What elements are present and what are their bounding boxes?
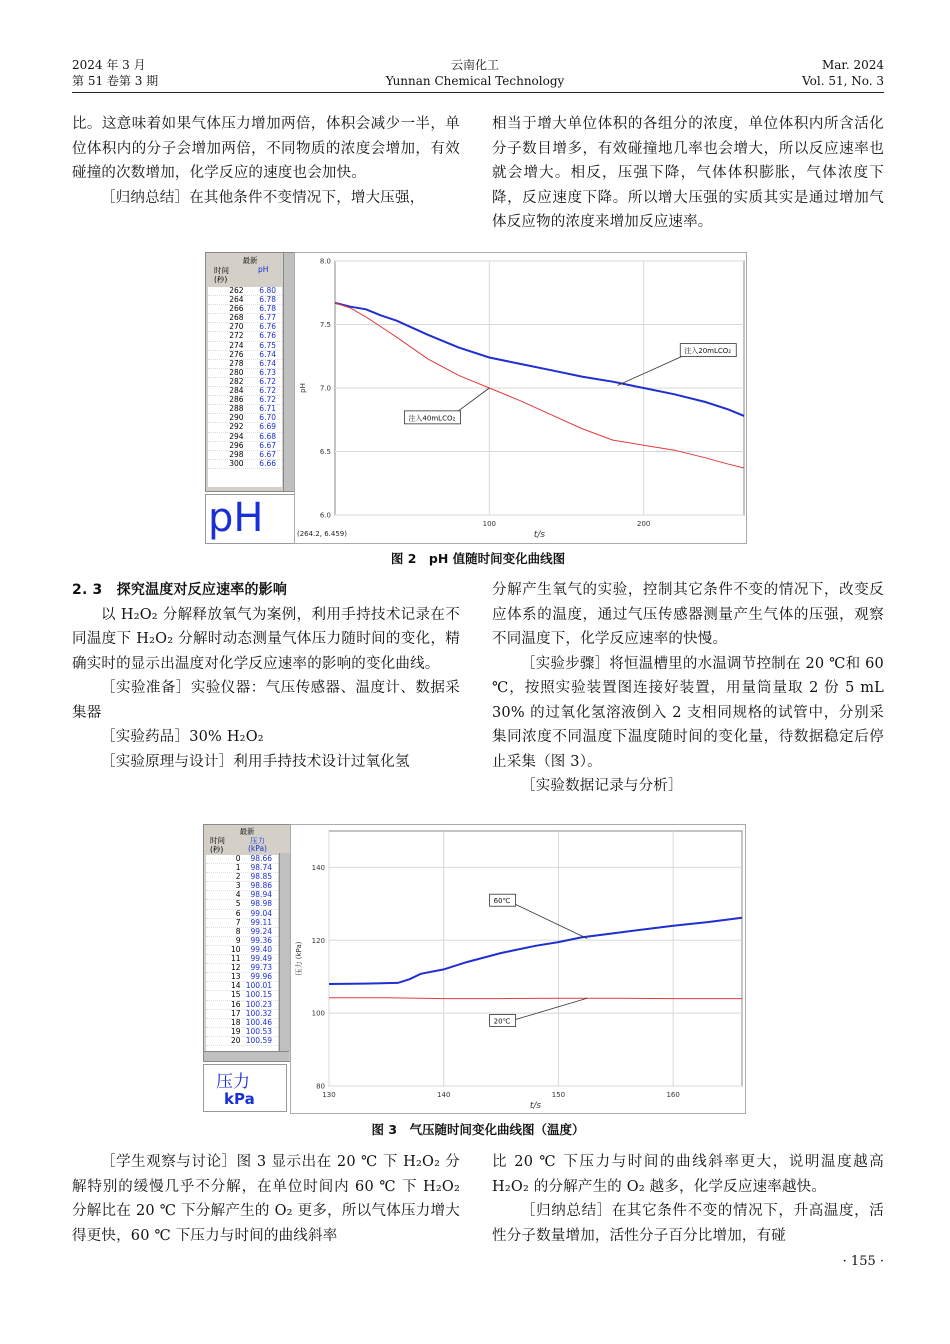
table-cell-time: 286: [229, 395, 244, 405]
table-cell-value: 6.70: [259, 413, 276, 423]
table-title: 最新: [239, 827, 255, 836]
table-header: [206, 253, 294, 287]
table-cell-time: 18: [231, 1017, 241, 1027]
header-rule: [72, 92, 884, 93]
table-cell-time: 5: [235, 899, 241, 909]
x-tick-label: 100: [482, 520, 497, 528]
table-title: 最新: [242, 256, 258, 265]
table-cell-time: 284: [229, 386, 244, 396]
table-cell-time: 294: [229, 431, 244, 441]
big-pressure-label: 压力: [216, 1072, 250, 1092]
fig2-data-table: [205, 252, 295, 492]
column-header-time: 时间: [210, 836, 225, 845]
table-row: [208, 460, 282, 469]
header-date-cn: 2024 年 3 月: [72, 58, 146, 72]
y-axis-label: 压力 (kPa): [295, 941, 303, 976]
table-cell-value: 100.46: [245, 1017, 272, 1027]
page-number: · 155 ·: [842, 1254, 884, 1269]
table-cell-time: 276: [229, 349, 244, 359]
plot-area: [329, 831, 742, 1086]
top-right-column: [492, 112, 884, 235]
table-cell-time: 6: [235, 908, 241, 918]
table-cell-time: 280: [229, 367, 244, 377]
paragraph: ［学生观察与讨论］图 3 显示出在 20 ℃ 下 H₂O₂ 分解特别的缓慢几乎不分解，在单位时间内 60 ℃ 下 H₂O₂ 分解比在 20 ℃ 下分解产生的 O₂ 更多，所以气体压力增大得更快，60 ℃ 下压力与时间的曲线斜率: [72, 1154, 460, 1244]
table-cell-value: 99.11: [250, 917, 272, 927]
table-cell-value: 100.53: [245, 1026, 272, 1036]
paragraph: 分解产生氧气的实验，控制其它条件不变的情况下，改变反应体系的温度，通过气压传感器测量产生气体的压强，观察不同温度下，化学反应速率的快慢。: [492, 582, 884, 647]
y-tick-label: 120: [311, 936, 325, 945]
header-date-en: Mar. 2024: [821, 58, 884, 72]
fig3-big-label-box: [203, 1064, 287, 1112]
table-cell-value: 99.40: [250, 944, 272, 954]
table-cell-value: 6.78: [259, 295, 276, 305]
paragraph: 相当于增大单位体积的各组分的浓度，单位体积内所含活化分子数目增多，有效碰撞地几率也会增大，所以反应速率也就会增大。相反，压强下降，气体体积膨胀，气体浓度下降，反应速度下降。所以增大压强的实质其实是通过增加气体反应物的浓度来增加反应速率。: [492, 116, 884, 230]
table-cell-time: 20: [231, 1035, 241, 1045]
fig2-caption: 图 2 pH 值随时间变化曲线图: [390, 551, 566, 566]
paragraph: 比。这意味着如果气体压力增加两倍，体积会减少一半，单位体积内的分子会增加两倍，不同物质的浓度会增加，有效碰撞的次数增加，化学反应的速度也会加快。: [72, 116, 460, 181]
x-axis-label: t/s: [533, 530, 546, 540]
paragraph: 以 H₂O₂ 分解释放氧气为案例，利用手持技术记录在不同温度下 H₂O₂ 分解时动态测量气体压力随时间的变化，精确实时的显示出温度对化学反应速率的影响的变化曲线。: [72, 606, 460, 672]
table-cell-time: 262: [229, 286, 244, 295]
fig3-chart: [290, 824, 746, 1114]
fig3-chart-svg: [291, 825, 745, 1113]
table-cell-value: 6.74: [259, 349, 276, 359]
table-hscrollbar[interactable]: [204, 1051, 289, 1061]
bottom-right-column: [492, 1150, 884, 1248]
table-scrollbar[interactable]: [283, 253, 294, 491]
table-cell-time: 1: [235, 863, 241, 873]
column-header-pressure: 压力: [250, 836, 265, 845]
y-tick-label: 7.5: [319, 321, 331, 329]
y-tick-label: 100: [311, 1009, 325, 1018]
table-cell-time: 13: [231, 972, 241, 982]
table-cell-value: 99.49: [250, 954, 272, 964]
fig2-chart-svg: [295, 253, 746, 543]
y-tick-label: 80: [316, 1082, 325, 1091]
x-tick-label: 160: [666, 1091, 680, 1099]
table-cell-time: 19: [231, 1026, 241, 1036]
table-cell-time: 7: [235, 917, 241, 927]
header-volume-en: Vol. 51, No. 3: [802, 74, 884, 88]
y-tick-label: 140: [311, 863, 325, 872]
top-left-column: [72, 112, 460, 210]
table-cell-value: 100.59: [245, 1035, 272, 1045]
table-cell-value: 6.67: [259, 440, 276, 450]
sec23-right-column: [492, 578, 884, 799]
table-cell-value: 99.96: [250, 972, 272, 982]
table-cell-value: 100.23: [245, 999, 272, 1009]
table-cell-value: 6.67: [259, 449, 276, 459]
table-cell-value: 6.66: [259, 458, 276, 468]
table-body: [208, 287, 282, 487]
header-journal-cn: 云南化工: [450, 58, 499, 72]
table-cell-value: 100.32: [245, 1008, 272, 1018]
column-header-time-unit: (秒): [210, 845, 224, 854]
x-tick-label: 130: [322, 1091, 336, 1099]
table-cell-value: 99.04: [250, 908, 272, 918]
cursor-readout: (264.2, 6.459): [297, 530, 347, 538]
table-cell-time: 10: [231, 944, 241, 954]
table-cell-time: 298: [229, 449, 244, 459]
table-cell-value: 6.69: [259, 422, 276, 432]
x-tick-label: 200: [636, 520, 651, 528]
column-header-pressure-unit: (kPa): [248, 844, 267, 853]
annotation-label-40ml: 注入40mLCO₂: [408, 414, 456, 423]
table-cell-time: 2: [235, 872, 241, 882]
table-cell-value: 99.36: [250, 935, 272, 945]
header-volume-cn: 第 51 卷第 3 期: [72, 74, 159, 88]
table-cell-time: 8: [235, 926, 241, 936]
table-body: [206, 855, 278, 1051]
table-cell-value: 6.71: [259, 404, 276, 414]
fig2-big-label-box: [205, 494, 295, 544]
table-cell-value: 6.76: [259, 322, 276, 332]
table-cell-value: 6.73: [259, 367, 276, 377]
table-cell-value: 6.72: [259, 386, 276, 396]
table-cell-time: 14: [231, 981, 241, 991]
table-cell-value: 99.73: [250, 963, 272, 973]
paragraph: ［实验步骤］将恒温槽里的水温调节控制在 20 ℃和 60 ℃，按照实验装置图连接好装置，用量筒量取 2 份 5 mL 30% 的过氧化氢溶液倒入 2 支相同规格的试管中，分别采集同浓度不同温度下温度随时间的变化量，待数据稳定后停止采集（图 3）。: [492, 655, 884, 770]
y-tick-label: 6.0: [319, 511, 331, 520]
journal-date: [72, 57, 272, 89]
table-cell-time: 292: [229, 422, 244, 432]
table-cell-value: 6.74: [259, 358, 276, 368]
paragraph: ［实验原理与设计］利用手持技术设计过氧化氢: [101, 753, 410, 770]
annotation-label-60c: 60℃: [493, 897, 511, 906]
big-kpa-label: kPa: [224, 1090, 255, 1108]
header-journal-en: Yunnan Chemical Technology: [385, 74, 565, 88]
x-tick-label: 140: [437, 1091, 451, 1099]
table-cell-time: 270: [229, 322, 244, 332]
table-cell-time: 274: [229, 340, 244, 350]
table-cell-value: 98.85: [250, 872, 272, 882]
table-cell-value: 98.98: [250, 899, 272, 909]
table-cell-value: 98.94: [250, 890, 272, 900]
column-header-time: 时间: [214, 266, 229, 275]
x-axis-label: t/s: [529, 1101, 542, 1111]
sec23-left-column: [72, 578, 460, 774]
table-cell-time: 288: [229, 404, 244, 414]
table-cell-time: 16: [231, 999, 241, 1009]
x-tick-label: 150: [551, 1091, 566, 1099]
annotation-label-20c: 20℃: [493, 1017, 511, 1026]
bottom-left-column: [72, 1150, 460, 1248]
table-header: [204, 825, 290, 855]
paragraph: 比 20 ℃ 下压力与时间的曲线斜率更大，说明温度越高 H₂O₂ 的分解产生的 O₂ 越多，化学反应速率越快。: [492, 1154, 884, 1195]
table-cell-time: 264: [229, 295, 244, 305]
table-cell-time: 300: [229, 458, 244, 468]
table-cell-value: 6.75: [259, 340, 276, 350]
table-cell-time: 272: [229, 331, 244, 341]
annotation-label-20ml: 注入20mLCO₂: [684, 347, 732, 356]
table-cell-value: 100.01: [245, 981, 272, 991]
table-cell-time: 15: [231, 990, 241, 1000]
table-cell-time: 11: [231, 954, 241, 964]
table-cell-time: 4: [235, 890, 241, 900]
table-cell-value: 6.72: [259, 376, 276, 386]
table-cell-time: 296: [229, 440, 244, 450]
fig3-caption: 图 3 气压随时间变化曲线图（温度）: [371, 1122, 585, 1137]
journal-issue: [680, 57, 884, 89]
column-header-time-unit: (秒): [214, 275, 228, 284]
paragraph: ［实验准备］实验仪器：气压传感器、温度计、数据采集器: [72, 680, 460, 721]
fig2-chart: [294, 252, 747, 544]
table-row: [206, 1037, 278, 1046]
table-scrollbar[interactable]: [279, 853, 290, 1051]
table-cell-value: 99.24: [250, 926, 272, 936]
table-cell-time: 290: [229, 413, 244, 423]
table-cell-time: 17: [231, 1008, 241, 1018]
fig3-data-table: [203, 824, 291, 1062]
table-cell-value: 98.86: [250, 881, 272, 891]
table-cell-value: 6.77: [259, 313, 276, 323]
table-cell-value: 6.68: [259, 431, 276, 441]
table-cell-value: 6.76: [259, 331, 276, 341]
section-heading: 2. 3 探究温度对反应速率的影响: [72, 582, 288, 598]
y-tick-label: 6.5: [319, 448, 331, 456]
table-cell-time: 0: [235, 854, 241, 863]
table-cell-time: 278: [229, 358, 244, 368]
table-cell-value: 98.74: [250, 863, 272, 873]
table-cell-value: 6.80: [259, 286, 276, 295]
table-cell-time: 266: [229, 304, 244, 314]
paragraph: ［实验药品］30% H₂O₂: [101, 729, 264, 745]
journal-name: [335, 57, 615, 89]
table-cell-value: 6.72: [259, 395, 276, 405]
paragraph: ［归纳总结］在其他条件不变情况下，增大压强，: [101, 189, 425, 206]
table-cell-value: 6.78: [259, 304, 276, 314]
y-axis-label: pH: [299, 383, 307, 393]
y-tick-label: 8.0: [319, 257, 331, 266]
table-cell-value: 100.15: [245, 990, 272, 1000]
table-cell-time: 268: [229, 313, 244, 323]
table-cell-time: 3: [235, 881, 241, 891]
column-header-ph: pH: [258, 265, 269, 274]
table-cell-time: 9: [235, 935, 241, 945]
table-cell-value: 98.66: [250, 854, 272, 863]
table-cell-time: 282: [229, 376, 244, 386]
paragraph: ［实验数据记录与分析］: [521, 778, 683, 794]
y-tick-label: 7.0: [319, 384, 331, 393]
big-ph-label: pH: [208, 495, 264, 541]
table-cell-time: 12: [231, 963, 241, 973]
paragraph: ［归纳总结］在其它条件不变的情况下，升高温度，活性分子数量增加，活性分子百分比增加，有碰: [492, 1203, 884, 1244]
